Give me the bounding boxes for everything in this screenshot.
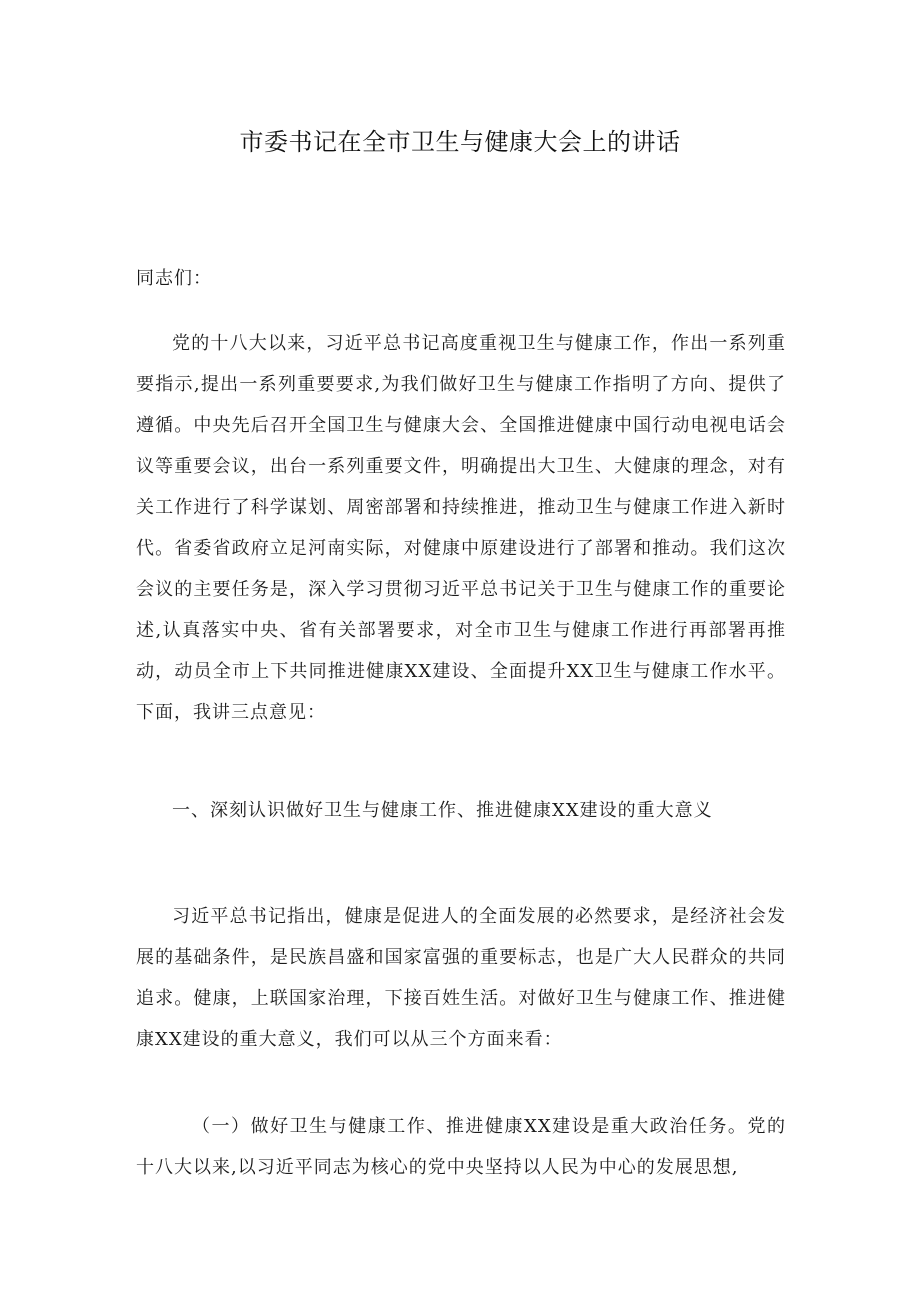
salutation: 同志们：: [136, 268, 212, 289]
section-heading-1: 一、深刻认识做好卫生与健康工作、推进健康XX建设的重大意义: [172, 800, 713, 821]
paragraph-significance: 习近平总书记指出，健康是促进人的全面发展的必然要求，是经济社会发展的基础条件，是民族昌盛和国家富强的重要标志，也是广大人民群众的共同追求。健康，上联国家治理，下接百姓生活。对做好卫生与健康工作、推进健康XX建设的重大意义，我们可以从三个方面来看：: [136, 906, 786, 1050]
paragraph-subsection-1: （一）做好卫生与健康工作、推进健康XX建设是重大政治任务。党的十八大以来,以习近平同志为核心的党中央坚持以人民为中心的发展思想,: [136, 1116, 786, 1178]
paragraph-intro: 党的十八大以来，习近平总书记高度重视卫生与健康工作，作出一系列重要指示,提出一系列重要要求,为我们做好卫生与健康工作指明了方向、提供了遵循。中央先后召开全国卫生与健康大会、全国推进健康中国行动电视电话会议等重要会议，出台一系列重要文件，明确提出大卫生、大健康的理念，对有关工作进行了科学谋划、周密部署和持续推进，推动卫生与健康工作进入新时代。省委省政府立足河南实际，对健康中原建设进行了部署和推动。我们这次会议的主要任务是，深入学习贯彻习近平总书记关于卫生与健康工作的重要论述,认真落实中央、省有关部署要求，对全市卫生与健康工作进行再部署再推动，动员全市上下共同推进健康XX建设、全面提升XX卫生与健康工作水平。下面，我讲三点意见：: [136, 333, 786, 723]
document-title: 市委书记在全市卫生与健康大会上的讲话: [239, 128, 681, 156]
